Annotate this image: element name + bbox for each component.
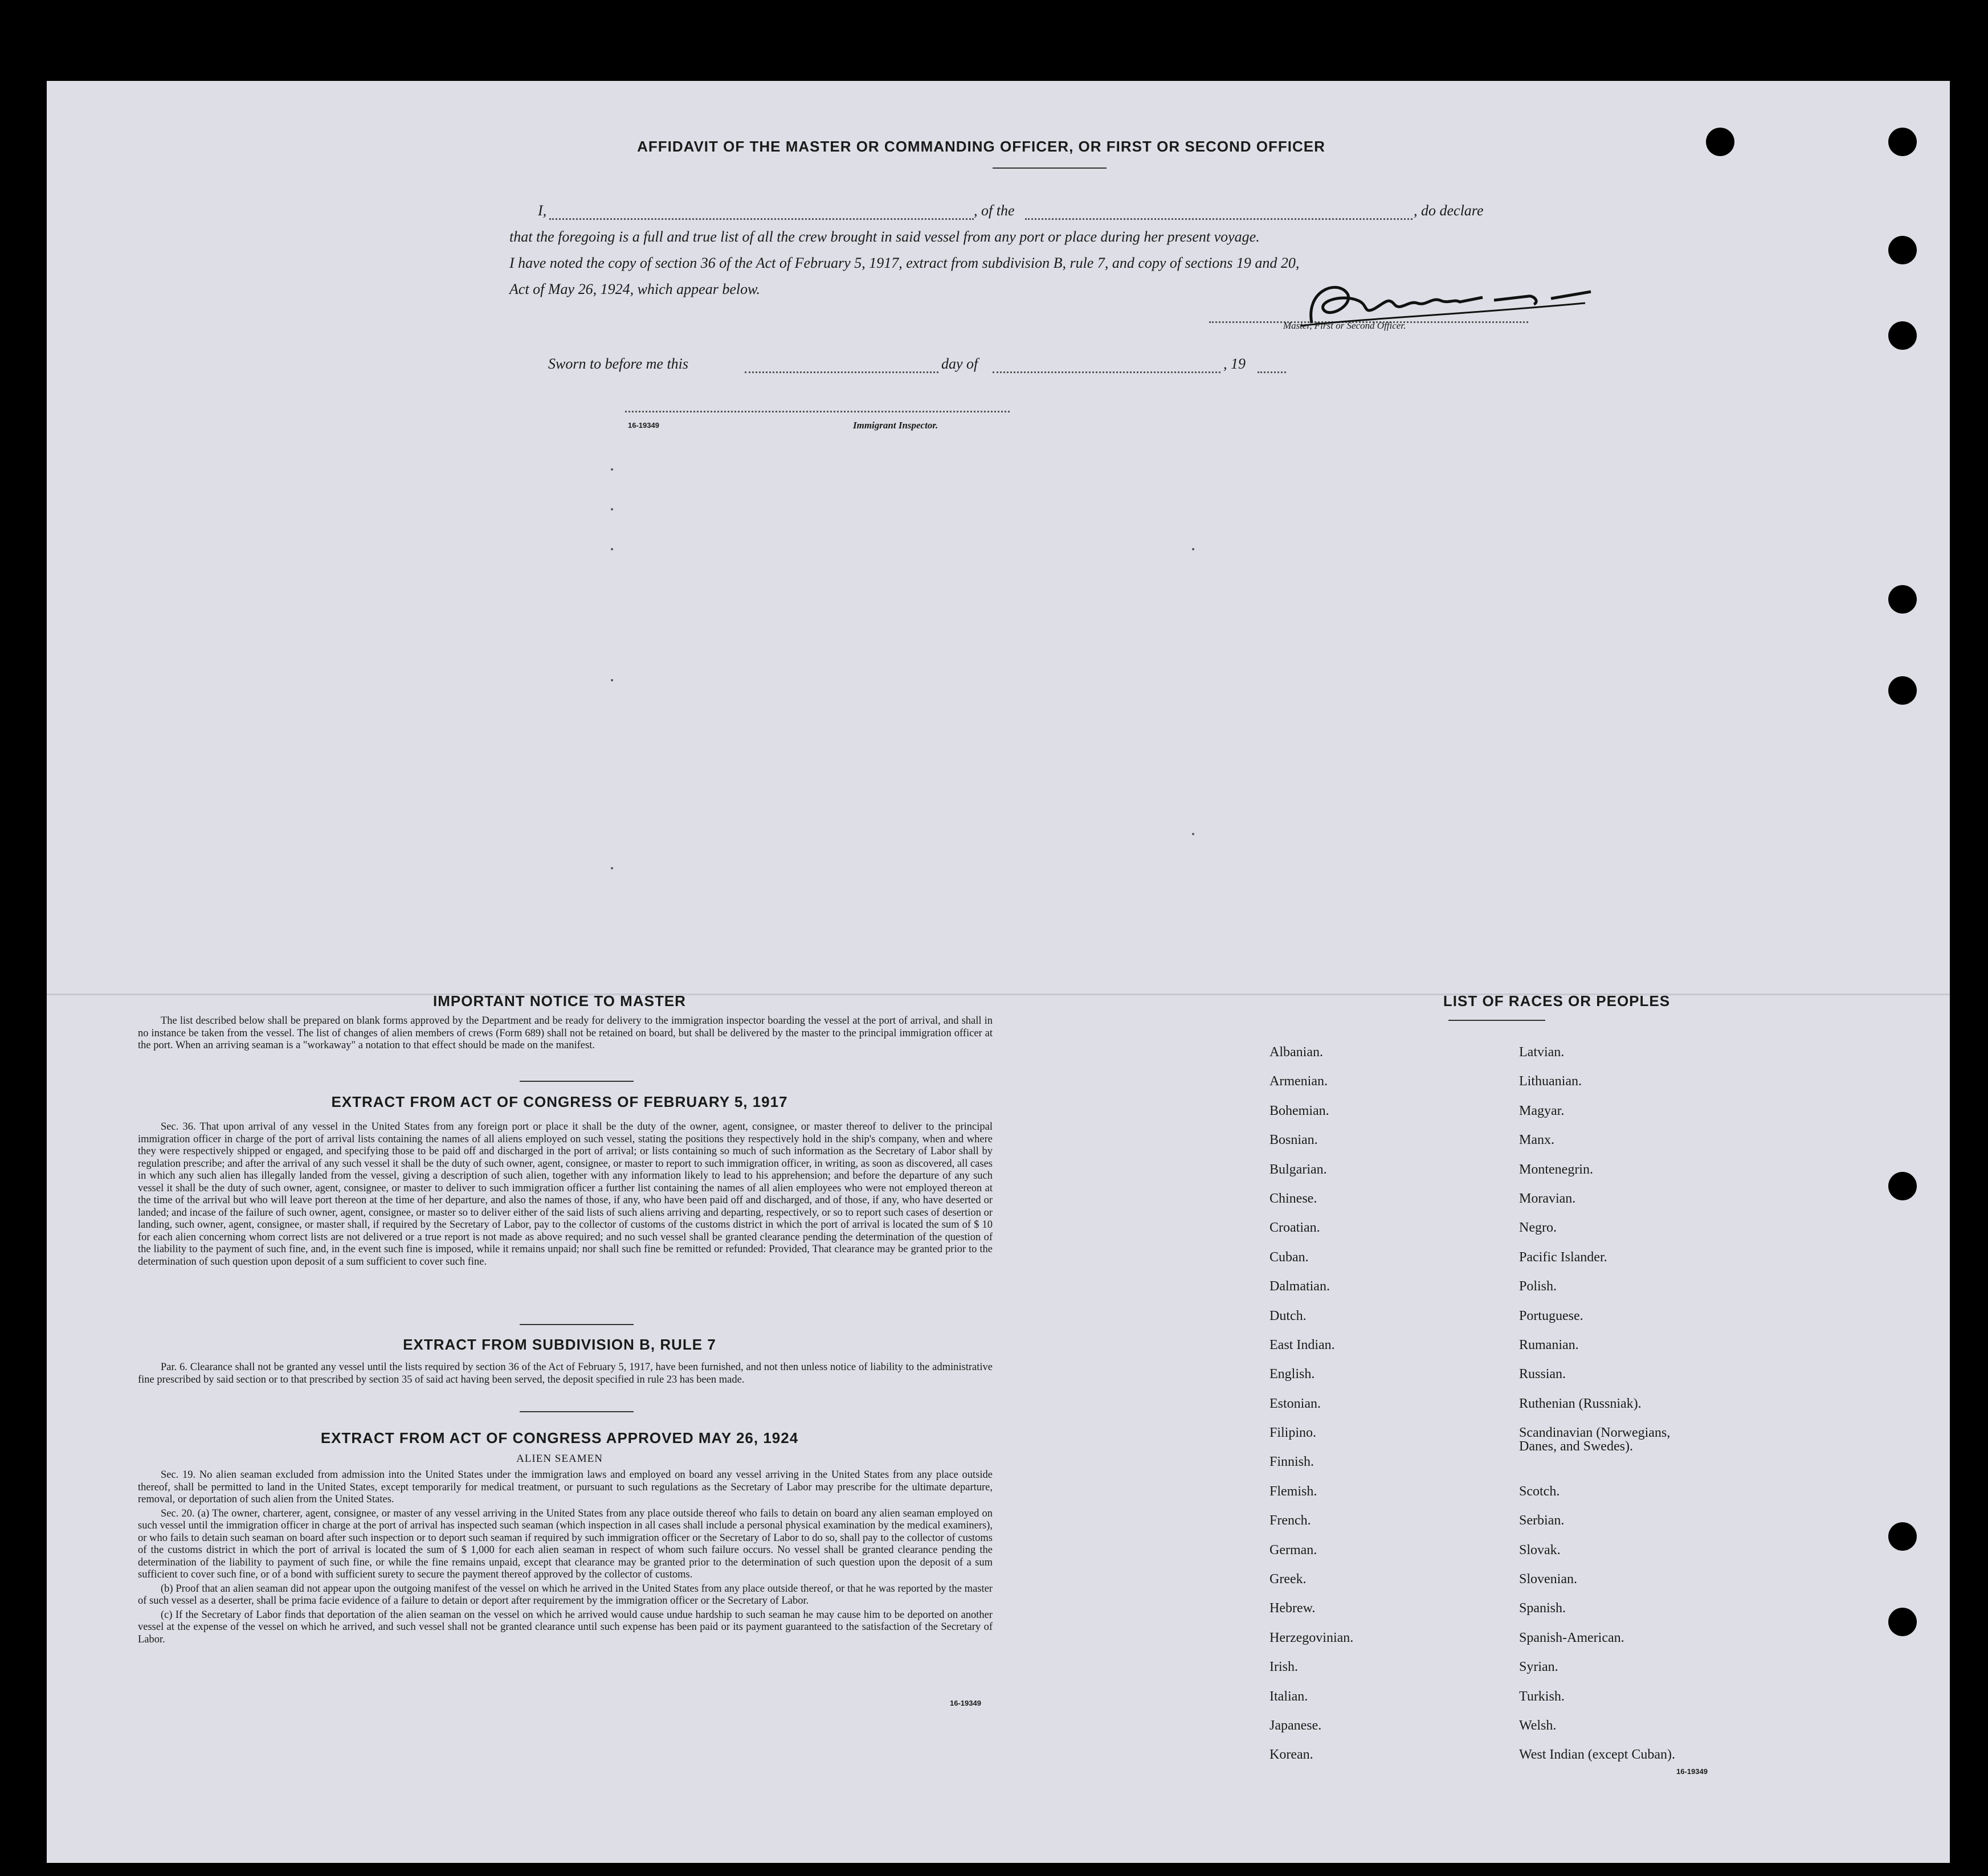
of-the-label: , of the [974,202,1015,219]
extract-rule7-title: EXTRACT FROM SUBDIVISION B, RULE 7 [403,1336,716,1353]
race-item: Korean. [1269,1747,1313,1763]
i-label: I, [538,202,547,219]
affidavit-form-number: 16-19349 [628,421,659,430]
race-item: Slovenian. [1519,1572,1577,1587]
race-item: Chinese. [1269,1191,1317,1206]
notice-text [138,1015,993,1054]
punch-hole [1888,128,1917,156]
signature-caption: Master, First or Second Officer. [1283,320,1406,331]
sworn-year-field[interactable] [1258,359,1286,373]
race-item: Bulgarian. [1269,1162,1327,1177]
race-item: Dutch. [1269,1308,1307,1323]
name-field[interactable] [549,206,974,220]
extract-1917-title: EXTRACT FROM ACT OF CONGRESS OF FEBRUARY 5, 1917 [331,1093,788,1110]
declaration-line [509,198,1638,224]
race-item: West Indian (except Cuban). [1519,1747,1675,1763]
year-label: , 19 [1223,355,1246,372]
section-20a-paragraph: Sec. 20. (a) The owner, charterer, agent, consignee, or master of any vessel arriving in the United States from any place outside thereof who fails to detain on board any alien seaman employed on such vessel until the immigration officer in charge at the port of arrival has inspected such seaman (which inspection in all cases shall include a personal physical examination by the medical examiners), or who fails to detain such seaman on board after such inspection or to deport such seaman if required by such immigration officer or the Secretary of Labor to do so, shall pay to the collector of customs of the customs district in which the port of arrival is located the sum of $ 1,000 for each alien seaman in respect of whom such failure occurs. No vessel shall be granted clearance pending the determination of the liability to payment of such fine, or while the fine remains unpaid, except that clearance may be granted prior to the determination of such question upon the deposit of a sum sufficient to cover such fine, or of a bond with sufficient surety to secure the payment thereof approved by the collector of customs. [138,1507,993,1580]
race-item: French. [1269,1513,1311,1528]
race-item: Pacific Islander. [1519,1249,1607,1265]
sworn-line [548,355,1346,378]
race-item: English. [1269,1367,1315,1382]
race-item: Russian. [1519,1367,1566,1382]
section-19-paragraph: Sec. 19. No alien seaman excluded from admission into the United States under the immigration laws and employed on board any vessel arriving in the United States from any place outside thereof, shall be permitted to land in the United States, except temporarily for medical treatment, or pursuant to such regulations as the Secretary of Labor may prescribe for the ultimate departure, removal, or deportation of such alien from the United States. [138,1469,993,1505]
race-item: Hebrew. [1269,1601,1316,1616]
race-item: Latvian. [1519,1045,1565,1060]
race-item: Manx. [1519,1133,1554,1148]
race-item: Scotch. [1519,1483,1560,1499]
race-item: Greek. [1269,1572,1307,1587]
race-item: Magyar. [1519,1103,1565,1118]
punch-hole [1888,585,1917,614]
race-item: Spanish. [1519,1601,1566,1616]
race-item: Negro. [1519,1220,1557,1236]
extract-1924-text [138,1469,993,1648]
document-page [47,81,1950,1863]
race-item: Moravian. [1519,1191,1576,1206]
inspector-caption: Immigrant Inspector. [853,420,938,431]
section-rule [520,1081,634,1082]
race-item: Bosnian. [1269,1133,1318,1148]
section-rule [520,1324,634,1325]
race-item: German. [1269,1542,1317,1558]
race-item: Croatian. [1269,1220,1320,1236]
declaration-line-2: that the foregoing is a full and true list of all the crew brought in said vessel from any port or place during her present voyage. [509,228,1260,245]
extract-rule7-paragraph: Par. 6. Clearance shall not be granted any vessel until the lists required by section 36 of the Act of February 5, 1917, have been furnished, and not then unless notice of liability to the administrative fine prescribed by said section or to that prescribed by section 35 of said act having been served, the deposit specified in rule 23 has been made. [138,1362,993,1385]
inspector-signature-line[interactable] [625,398,1010,412]
race-item: Dalmatian. [1269,1279,1330,1294]
extract-1917-text [138,1121,993,1270]
extract-1924-subtitle: ALIEN SEAMEN [516,1453,603,1465]
races-title: LIST OF RACES OR PEOPLES [1443,992,1671,1009]
extract-rule7-text [138,1362,993,1388]
day-of-label: day of [941,355,978,372]
punch-hole [1888,1608,1917,1636]
race-item: Serbian. [1519,1513,1565,1528]
stray-mark [1192,548,1194,550]
sworn-label: Sworn to before me this [548,355,689,372]
race-item: Flemish. [1269,1483,1317,1499]
vessel-field[interactable] [1025,206,1413,220]
stray-mark [611,468,613,471]
extract-1924-title: EXTRACT FROM ACT OF CONGRESS APPROVED MAY 26, 1924 [320,1429,799,1446]
punch-hole [1888,676,1917,705]
race-item: Portuguese. [1519,1308,1583,1323]
races-right-column [1519,1045,1764,1777]
stray-mark [611,508,613,510]
section-rule [520,1411,634,1412]
stray-mark [611,679,613,681]
race-item: Slovak. [1519,1542,1561,1558]
races-left-column [1269,1045,1497,1777]
affidavit-title: AFFIDAVIT OF THE MASTER OR COMMANDING OFFICER, OR FIRST OR SECOND OFFICER [637,138,1325,155]
do-declare-label: , do declare [1414,202,1484,219]
declaration-line-4: Act of May 26, 1924, which appear below. [509,281,761,297]
sworn-month-field[interactable] [993,359,1220,373]
race-item: East Indian. [1269,1337,1335,1352]
extract-form-number: 16-19349 [950,1699,981,1707]
race-item: Cuban. [1269,1249,1309,1265]
races-rule [1448,1020,1545,1021]
stray-mark [1192,833,1194,835]
race-item: Turkish. [1519,1689,1565,1704]
race-item: Syrian. [1519,1660,1558,1675]
race-item: Lithuanian. [1519,1074,1582,1089]
notice-paragraph: The list described below shall be prepared on blank forms approved by the Department and be ready for delivery to the immigration inspector boarding the vessel at the port of arrival, and shall in no instance be taken from the vessel. The list of changes of alien members of crews (Form 689) shall not be retained on board, but shall be delivered by the master to the principal immigration officer at the port. When an arriving seaman is a "workaway" a notation to that effect should be made on the manifest. [138,1015,993,1051]
race-item: Finnish. [1269,1454,1315,1470]
declaration-line-3: I have noted the copy of section 36 of the Act of February 5, 1917, extract from subdivision B, rule 7, and copy of sections 19 and 20, [509,255,1300,271]
race-item: Scandinavian (Norwegians, Danes, and Swedes). [1519,1425,1671,1454]
race-item: Polish. [1519,1279,1557,1294]
extract-1917-paragraph: Sec. 36. That upon arrival of any vessel in the United States from any foreign port or place it shall be the duty of the owner, agent, consignee, or master thereof to deliver to the principal immigration officer in charge of the port of arrival lists containing the names of all aliens employed on such vessel, stating the positions they respectively hold in the ship's company, when and where they were respectively shipped or engaged, and specifying those to be paid off and discharged in the port of arrival; or lists containing so much of such information as the Secretary of Labor shall by regulation prescribe; and after the arrival of any such vessel it shall be the duty of such owner, agent, consignee, or master to report to such immigration officer, in writing, as soon as discovered, all cases in which any such alien has illegally landed from the vessel, giving a description of such alien, together with any information likely to lead to his apprehension; and before the departure of any such vessel it shall be the duty of such owner, agent, consignee, or master to deliver to such immigration officer a further list containing the names of all alien employees who were not employed thereon at the time of the arrival but who will leave port thereon at the time of her departure, and also the names of those, if any, who have been paid off and discharged, and of those, if any, who have deserted or landed; and incase of the failure of such owner, agent, consignee, or master so to deliver either of the said lists of such aliens arriving and departing, respectively, or so to report such cases of desertion or landing, such owner, agent, consignee, or master shall, if required by the Secretary of Labor, pay to the collector of customs of the customs district in which the port of arrival is located the sum of $ 10 for each alien concerning whom correct lists are not delivered or a true report is not made as above required; and no such vessel shall be granted clearance pending the determination of the question of the liability to the payment of such fine, and, in the event such fine is imposed, while it remains unpaid; nor shall such fine be remitted or refunded: Provided, That clearance may be granted prior to the determination of such question upon deposit of a sum sufficient to cover such fine. [138,1121,993,1268]
notice-title: IMPORTANT NOTICE TO MASTER [433,992,686,1009]
race-item: Spanish-American. [1519,1630,1624,1645]
punch-hole [1706,128,1734,156]
race-item: Armenian. [1269,1074,1328,1089]
punch-hole [1888,1522,1917,1551]
punch-hole [1888,1172,1917,1200]
race-item: Welsh. [1519,1718,1557,1733]
race-item: Albanian. [1269,1045,1323,1060]
race-item: Herzegovinian. [1269,1630,1354,1645]
section-20c-paragraph: (c) If the Secretary of Labor finds that deportation of the alien seaman on the vessel on which he arrived would cause undue hardship to such seaman he may cause him to be deported on another vessel at the expense of the vessel on which he arrived, and such vessel shall not be granted clearance until such expense has been paid or its payment guaranteed to the satisfaction of the Secretary of Labor. [138,1609,993,1645]
race-item: Japanese. [1269,1718,1322,1733]
title-rule [993,167,1107,169]
sworn-day-field[interactable] [745,359,938,373]
stray-mark [611,867,613,869]
section-20b-paragraph: (b) Proof that an alien seaman did not appear upon the outgoing manifest of the vessel on which he arrived in the United States from any place outside thereof, or that he was reported by the master of such vessel as a deserter, shall be prima facie evidence of a failure to detain or deport after requirement by the immigration officer or the Secretary of Labor. [138,1583,993,1607]
race-item: Bohemian. [1269,1103,1329,1118]
race-item: Italian. [1269,1689,1308,1704]
race-item: Filipino. [1269,1425,1317,1441]
punch-hole [1888,321,1917,350]
race-item: Montenegrin. [1519,1162,1593,1177]
race-item: Irish. [1269,1660,1298,1675]
races-form-number: 16-19349 [1676,1767,1708,1776]
race-item: Estonian. [1269,1396,1321,1411]
race-item: Ruthenian (Russniak). [1519,1396,1642,1411]
punch-hole [1888,236,1917,264]
stray-mark [611,548,613,550]
race-item: Rumanian. [1519,1337,1579,1352]
